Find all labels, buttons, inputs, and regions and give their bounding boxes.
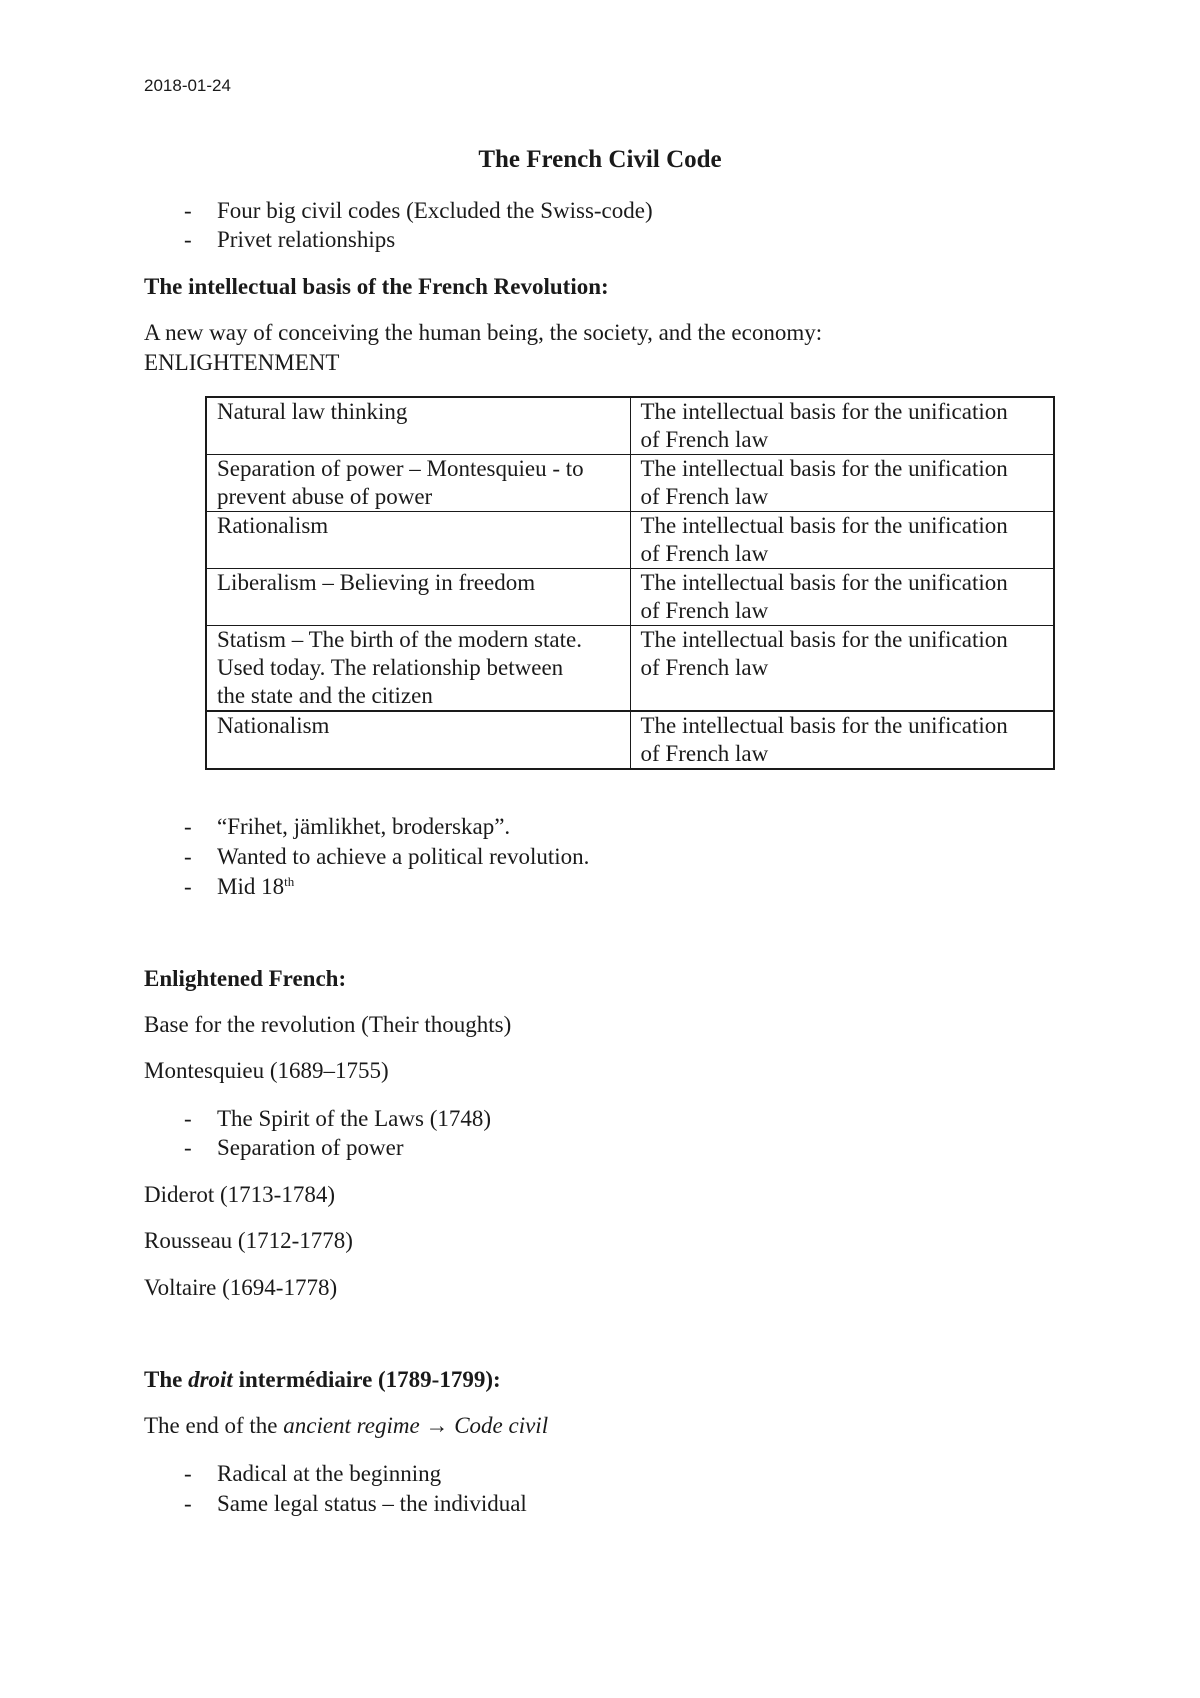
enlightenment-table: [205, 396, 1055, 770]
bullet-dash: -: [184, 198, 192, 223]
table-cell-description: The intellectual basis for the unification of French law: [630, 512, 1054, 569]
list-item-text: Mid 18th: [217, 874, 295, 899]
table-row: [206, 569, 1054, 626]
section-heading-droit-intermediaire: The droit intermédiaire (1789-1799):: [144, 1367, 501, 1392]
table-cell-description: The intellectual basis for the unification of French law: [630, 455, 1054, 512]
list-item-text: “Frihet, jämlikhet, broderskap”.: [217, 814, 511, 839]
list-item-text: Radical at the beginning: [217, 1461, 442, 1486]
section-heading-intellectual-basis: The intellectual basis of the French Revolution:: [144, 274, 609, 299]
arrow-right-icon: →: [419, 1413, 455, 1438]
bullet-dash: -: [184, 1461, 192, 1486]
paragraph-montesquieu: Montesquieu (1689–1755): [144, 1058, 389, 1083]
paragraph-rousseau: Rousseau (1712-1778): [144, 1228, 353, 1253]
superscript: th: [284, 874, 295, 889]
table-cell-description: The intellectual basis for the unification of French law: [630, 569, 1054, 626]
list-item-text: Privet relationships: [217, 227, 396, 252]
paragraph-enlightenment: ENLIGHTENMENT: [144, 350, 340, 375]
table-cell-concept: Natural law thinking: [206, 397, 630, 455]
paragraph-base: Base for the revolution (Their thoughts): [144, 1012, 512, 1037]
bullet-dash: -: [184, 1135, 192, 1160]
table-cell-concept: Separation of power – Montesquieu - to prevent abuse of power: [206, 455, 630, 512]
list-item-text: Four big civil codes (Excluded the Swiss-code): [217, 198, 653, 223]
bullet-dash: -: [184, 227, 192, 252]
bullet-dash: -: [184, 1491, 192, 1516]
date-header: 2018-01-24: [144, 76, 231, 95]
table-cell-concept: Rationalism: [206, 512, 630, 569]
bullet-dash: -: [184, 814, 192, 839]
list-item-text: Same legal status – the individual: [217, 1491, 527, 1516]
page-title: The French Civil Code: [478, 146, 722, 173]
list-item-text: The Spirit of the Laws (1748): [217, 1106, 492, 1131]
table-cell-description: The intellectual basis for the unification of French law: [630, 626, 1054, 712]
table-row: [206, 397, 1054, 455]
table-cell-concept: Statism – The birth of the modern state. Used today. The relationship between the state and the citizen: [206, 626, 630, 712]
list-item-text: Wanted to achieve a political revolution.: [217, 844, 590, 869]
table-row: [206, 626, 1054, 712]
table-cell-concept: Nationalism: [206, 711, 630, 769]
table-cell-description: The intellectual basis for the unification of French law: [630, 397, 1054, 455]
section-heading-enlightened-french: Enlightened French:: [144, 966, 347, 991]
paragraph-end-of-regime: The end of the ancient regime → Code civil: [144, 1413, 549, 1438]
table-cell-concept: Liberalism – Believing in freedom: [206, 569, 630, 626]
paragraph-voltaire: Voltaire (1694-1778): [144, 1275, 338, 1300]
paragraph-diderot: Diderot (1713-1784): [144, 1182, 335, 1207]
bullet-dash: -: [184, 1106, 192, 1131]
table-cell-description: The intellectual basis for the unification of French law: [630, 711, 1054, 769]
paragraph-new-way: A new way of conceiving the human being, the society, and the economy:: [144, 320, 823, 345]
table-row: [206, 711, 1054, 769]
bullet-dash: -: [184, 844, 192, 869]
table-row: [206, 512, 1054, 569]
table-row: [206, 455, 1054, 512]
bullet-dash: -: [184, 874, 192, 899]
list-item-text: Separation of power: [217, 1135, 404, 1160]
